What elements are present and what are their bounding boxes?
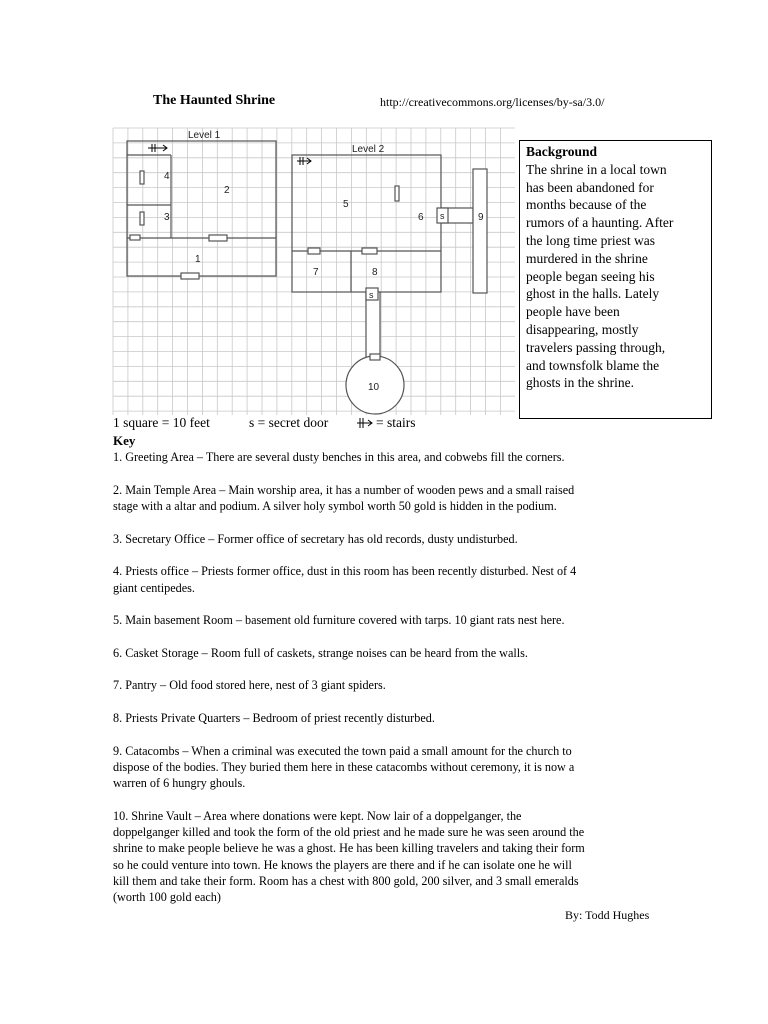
room-label-7: 7 xyxy=(313,267,319,278)
license-url: http://creativecommons.org/licenses/by-sa/3.0/ xyxy=(380,95,605,109)
key-item-line: 10. Shrine Vault – Area where donations were kept. Now lair of a doppelganger, the xyxy=(113,808,522,823)
key-title: Key xyxy=(113,433,136,448)
key-item xyxy=(113,677,661,693)
author-byline: By: Todd Hughes xyxy=(565,908,650,922)
key-item xyxy=(113,808,661,906)
background-line: and townsfolk blame the xyxy=(526,357,660,373)
background-heading: Background xyxy=(526,144,598,159)
key-item-line: 1. Greeting Area – There are several dusty benches in this area, and cobwebs fill the corners. xyxy=(113,450,565,465)
key-item-line: giant centipedes. xyxy=(113,580,195,595)
background-line: disappearing, mostly xyxy=(526,321,639,337)
key-item-line: 4. Priests office – Priests former office, dust in this room has been recently disturbed. Nest of 4 xyxy=(113,564,577,579)
background-line: the long time priest was xyxy=(526,232,655,248)
stairs-icon xyxy=(356,417,374,429)
level1-outline xyxy=(127,141,276,276)
key-item-line: dispose of the bodies. They buried them here in these catacombs without ceremony, it is now a xyxy=(113,759,575,774)
level2-label: Level 2 xyxy=(352,144,385,155)
background-line: ghost in the halls. Lately xyxy=(526,286,660,302)
key-item-line: shrine to make people believe he was a ghost. He has been killing travelers and taking their form xyxy=(113,841,585,856)
legend-secret-door: s = secret door xyxy=(249,415,329,430)
key-item-line: doppelganger killed and took the form of the old priest and he made sure he was seen around the xyxy=(113,825,585,840)
room-label-2: 2 xyxy=(224,185,230,196)
background-line: ghosts in the shrine. xyxy=(526,375,634,391)
key-item-line: 8. Priests Private Quarters – Bedroom of priest recently disturbed. xyxy=(113,711,435,726)
background-line: has been abandoned for xyxy=(526,179,654,195)
key-item-line: 7. Pantry – Old food stored here, nest of 3 giant spiders. xyxy=(113,678,386,693)
room-label-1: 1 xyxy=(195,254,201,265)
secret-door-6: s xyxy=(440,211,445,221)
key-item-line: (worth 100 gold each) xyxy=(113,890,221,905)
catacombs-outline xyxy=(473,169,487,293)
background-line: The shrine in a local town xyxy=(526,161,667,177)
key-item-line: 6. Casket Storage – Room full of caskets, strange noises can be heard from the walls. xyxy=(113,645,528,660)
map-labels xyxy=(164,130,484,393)
background-line: people have been xyxy=(526,304,620,320)
key-item-line: 3. Secretary Office – Former office of secretary has old records, dusty undisturbed. xyxy=(113,531,518,546)
background-line: rumors of a haunting. After xyxy=(526,215,674,231)
room-label-8: 8 xyxy=(372,267,378,278)
background-box xyxy=(519,140,712,419)
secret-door-8: s xyxy=(369,290,374,300)
room-label-9: 9 xyxy=(478,212,484,223)
key-item-line: kill them and take their form. Room has a chest with 800 gold, 200 silver, and 3 small emeralds xyxy=(113,874,579,889)
room-label-10: 10 xyxy=(368,382,380,393)
background-line: travelers passing through, xyxy=(526,339,666,355)
key-item xyxy=(113,482,661,515)
room-label-4: 4 xyxy=(164,171,170,182)
key-item-line: 2. Main Temple Area – Main worship area, it has a number of wooden pews and a small raised xyxy=(113,482,575,497)
key-item xyxy=(113,449,661,465)
page-title: The Haunted Shrine xyxy=(153,93,276,108)
background-line: people began seeing his xyxy=(526,268,655,284)
room-label-5: 5 xyxy=(343,199,349,210)
key-item xyxy=(113,710,661,726)
key-list xyxy=(113,449,661,905)
background-line: months because of the xyxy=(526,197,647,213)
key-item-line: 9. Catacombs – When a criminal was executed the town paid a small amount for the church to xyxy=(113,743,572,758)
key-item-line: so he could venture into town. He knows the players are there and if he can isolate one he will xyxy=(113,857,572,872)
level1-label: Level 1 xyxy=(188,130,221,141)
background-line: murdered in the shrine xyxy=(526,250,648,266)
key-item xyxy=(113,563,661,596)
room-label-6: 6 xyxy=(418,212,424,223)
legend-stairs: = stairs xyxy=(376,415,416,430)
key-item-line: warren of 6 hungry ghouls. xyxy=(113,776,246,791)
key-item xyxy=(113,743,661,792)
legend-scale: 1 square = 10 feet xyxy=(113,415,210,430)
key-item-line: 5. Main basement Room – basement old furniture covered with tarps. 10 giant rats nest here. xyxy=(113,613,565,628)
room-key xyxy=(113,433,661,922)
key-item xyxy=(113,612,661,628)
key-item-line: stage with a altar and podium. A silver holy symbol worth 50 gold is hidden in the podium. xyxy=(113,499,557,514)
key-item xyxy=(113,531,661,547)
room-label-3: 3 xyxy=(164,212,170,223)
key-item xyxy=(113,645,661,661)
